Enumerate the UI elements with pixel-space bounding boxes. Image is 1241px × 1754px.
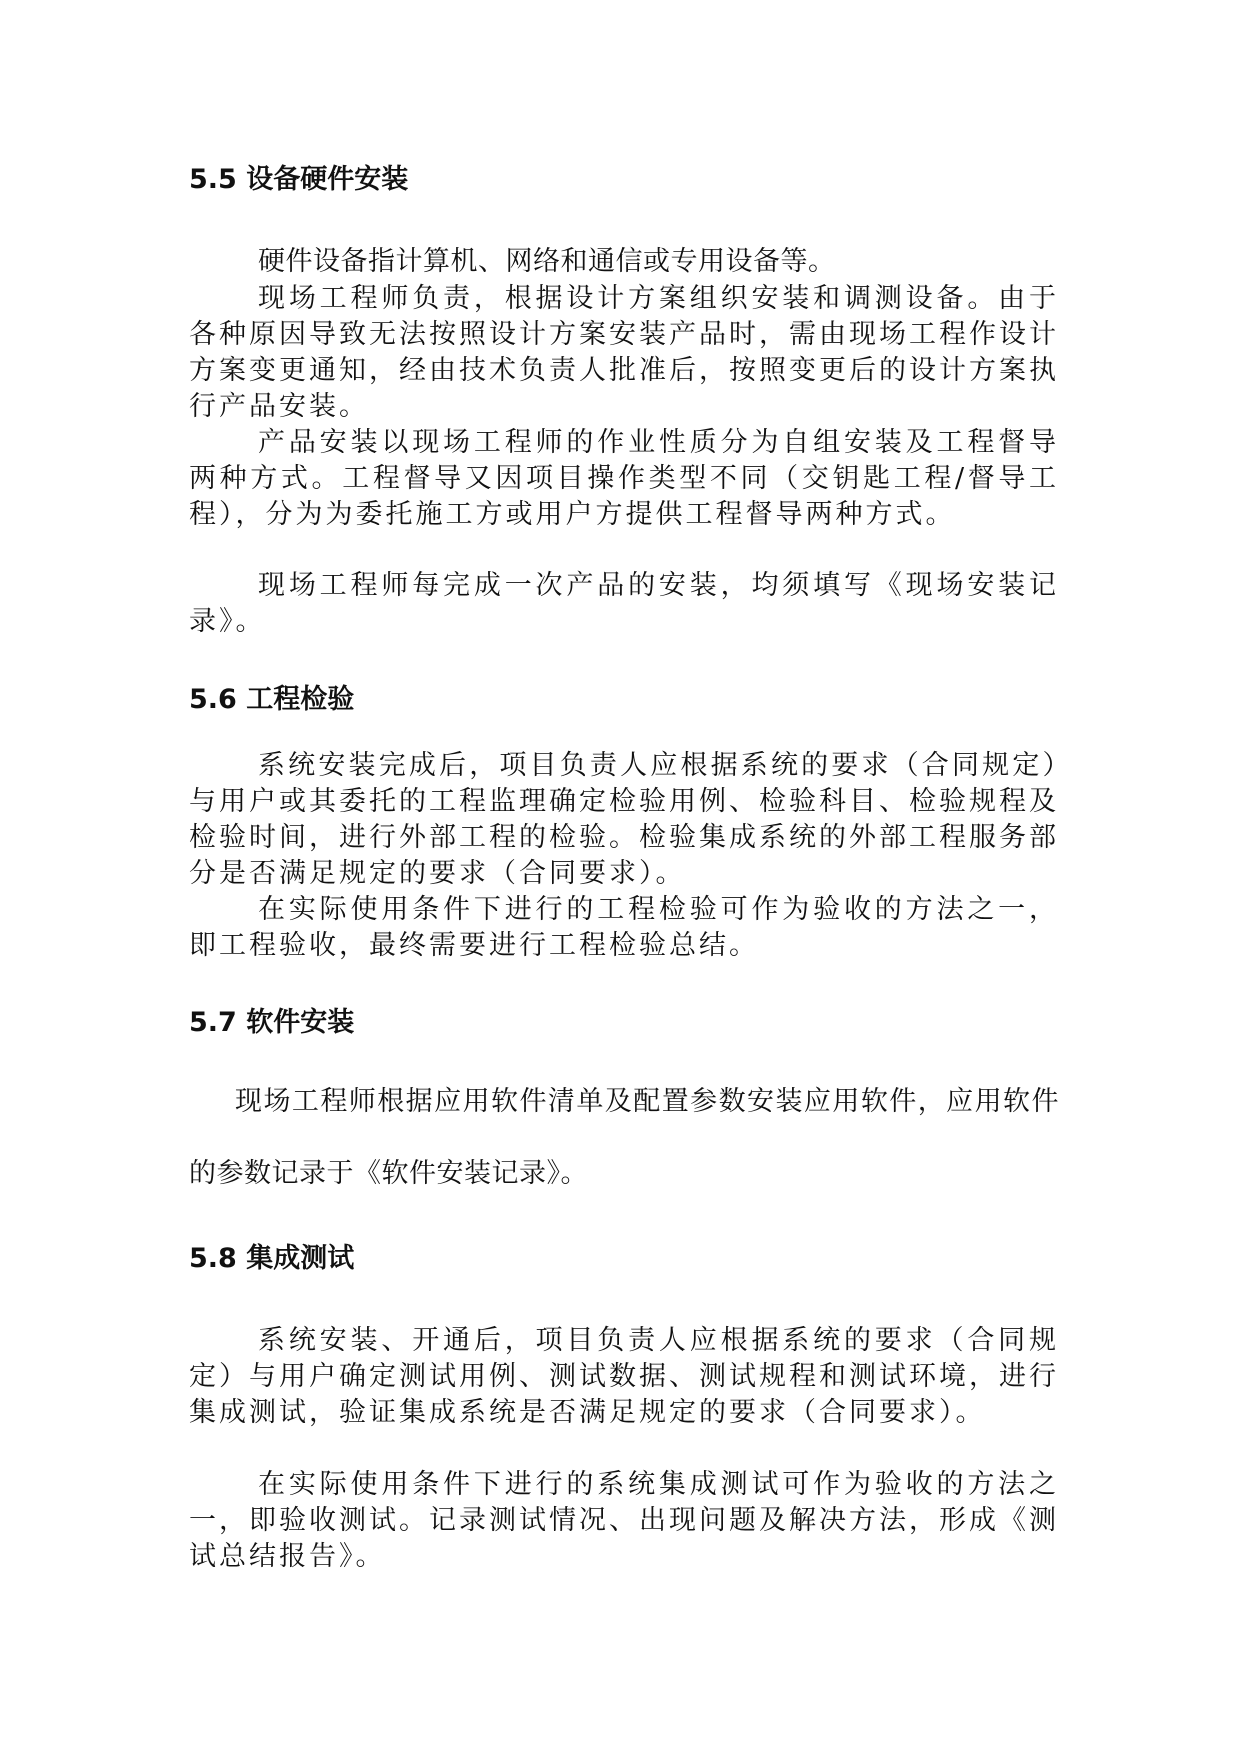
section-heading-5-7: 5.7 软件安装 [189,1007,355,1038]
paragraph-5-5-3: 产品安装以现场工程师的作业性质分为自组安装及工程督导两种方式。工程督导又因项目操作类型不同（交钥匙工程/督导工程），分为为委托施工方或用户方提供工程督导两种方式。 [189,427,1059,530]
section-heading-5-8: 5.8 集成测试 [189,1243,355,1274]
section-heading-5-5: 5.5 设备硬件安装 [189,164,409,195]
section-heading-5-6: 5.6 工程检验 [189,684,355,715]
paragraph-5-6-2: 在实际使用条件下进行的工程检验可作为验收的方法之一，即工程验收，最终需要进行工程检验总结。 [189,894,1059,961]
paragraph-5-8-1: 系统安装、开通后，项目负责人应根据系统的要求（合同规定）与用户确定测试用例、测试数据、测试规程和测试环境，进行集成测试，验证集成系统是否满足规定的要求（合同要求）。 [189,1325,1059,1428]
paragraph-5-5-4: 现场工程师每完成一次产品的安装，均须填写《现场安装记录》。 [189,570,1059,637]
paragraph-5-7-1: 现场工程师根据应用软件清单及配置参数安装应用软件，应用软件的参数记录于《软件安装记录》。 [189,1086,1059,1189]
paragraph-5-5-1: 硬件设备指计算机、网络和通信或专用设备等。 [258,246,836,277]
paragraph-5-8-2: 在实际使用条件下进行的系统集成测试可作为验收的方法之一，即验收测试。记录测试情况、出现问题及解决方法，形成《测试总结报告》。 [189,1469,1059,1572]
paragraph-5-5-2: 现场工程师负责，根据设计方案组织安装和调测设备。由于各种原因导致无法按照设计方案安装产品时，需由现场工程作设计方案变更通知，经由技术负责人批准后，按照变更后的设计方案执行产品安装。 [189,283,1059,422]
paragraph-5-6-1: 系统安装完成后，项目负责人应根据系统的要求（合同规定）与用户或其委托的工程监理确定检验用例、检验科目、检验规程及检验时间，进行外部工程的检验。检验集成系统的外部工程服务部分是否满足规定的要求（合同要求）。 [189,750,1059,889]
